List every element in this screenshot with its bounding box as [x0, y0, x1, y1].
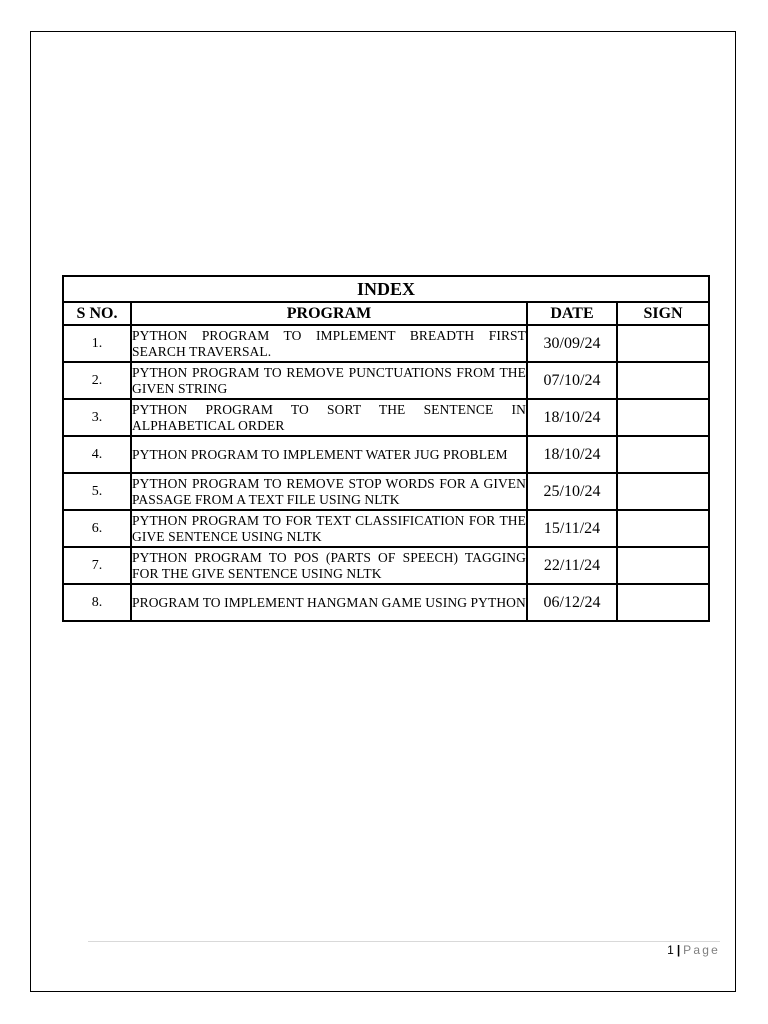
- row-date: 18/10/24: [527, 436, 617, 473]
- row-date: 22/11/24: [527, 547, 617, 584]
- row-date: 06/12/24: [527, 584, 617, 621]
- index-title-row: [63, 276, 709, 302]
- row-program: PYTHON PROGRAM TO REMOVE PUNCTUATIONS FROM THE GIVEN STRING: [131, 362, 527, 399]
- row-program: PYTHON PROGRAM TO FOR TEXT CLASSIFICATION FOR THE GIVE SENTENCE USING NLTK: [131, 510, 527, 547]
- row-sign: [617, 362, 709, 399]
- table-row: [63, 362, 709, 399]
- header-sign: SIGN: [617, 302, 709, 325]
- row-sign: [617, 510, 709, 547]
- row-program: PYTHON PROGRAM TO SORT THE SENTENCE IN ALPHABETICAL ORDER: [131, 399, 527, 436]
- row-date: 30/09/24: [527, 325, 617, 362]
- row-sign: [617, 584, 709, 621]
- page-label: Page: [683, 943, 720, 957]
- row-sno: 1.: [63, 325, 131, 362]
- row-date: 25/10/24: [527, 473, 617, 510]
- header-row: [63, 302, 709, 325]
- header-program: PROGRAM: [131, 302, 527, 325]
- page-footer: [667, 943, 720, 957]
- row-program: PYTHON PROGRAM TO POS (PARTS OF SPEECH) TAGGING FOR THE GIVE SENTENCE USING NLTK: [131, 547, 527, 584]
- row-sno: 8.: [63, 584, 131, 621]
- footer-separator: |: [676, 943, 681, 957]
- table-row: [63, 547, 709, 584]
- table-row: [63, 473, 709, 510]
- row-program: PROGRAM TO IMPLEMENT HANGMAN GAME USING PYTHON: [131, 584, 527, 621]
- row-sno: 3.: [63, 399, 131, 436]
- row-sno: 7.: [63, 547, 131, 584]
- index-table: [62, 275, 710, 622]
- row-sign: [617, 547, 709, 584]
- row-program: PYTHON PROGRAM TO IMPLEMENT WATER JUG PROBLEM: [131, 436, 527, 473]
- header-date: DATE: [527, 302, 617, 325]
- index-title: INDEX: [63, 276, 709, 302]
- row-date: 18/10/24: [527, 399, 617, 436]
- table-row: [63, 584, 709, 621]
- row-sno: 2.: [63, 362, 131, 399]
- row-program: PYTHON PROGRAM TO IMPLEMENT BREADTH FIRST SEARCH TRAVERSAL.: [131, 325, 527, 362]
- row-date: 15/11/24: [527, 510, 617, 547]
- table-row: [63, 399, 709, 436]
- row-program: PYTHON PROGRAM TO REMOVE STOP WORDS FOR A GIVEN PASSAGE FROM A TEXT FILE USING NLTK: [131, 473, 527, 510]
- row-sign: [617, 325, 709, 362]
- row-sno: 4.: [63, 436, 131, 473]
- row-sign: [617, 399, 709, 436]
- row-sno: 5.: [63, 473, 131, 510]
- row-sno: 6.: [63, 510, 131, 547]
- header-sno: S NO.: [63, 302, 131, 325]
- row-sign: [617, 473, 709, 510]
- footer-divider: [88, 941, 720, 942]
- row-date: 07/10/24: [527, 362, 617, 399]
- table-row: [63, 510, 709, 547]
- table-row: [63, 325, 709, 362]
- table-row: [63, 436, 709, 473]
- row-sign: [617, 436, 709, 473]
- page-number: 1: [667, 943, 674, 957]
